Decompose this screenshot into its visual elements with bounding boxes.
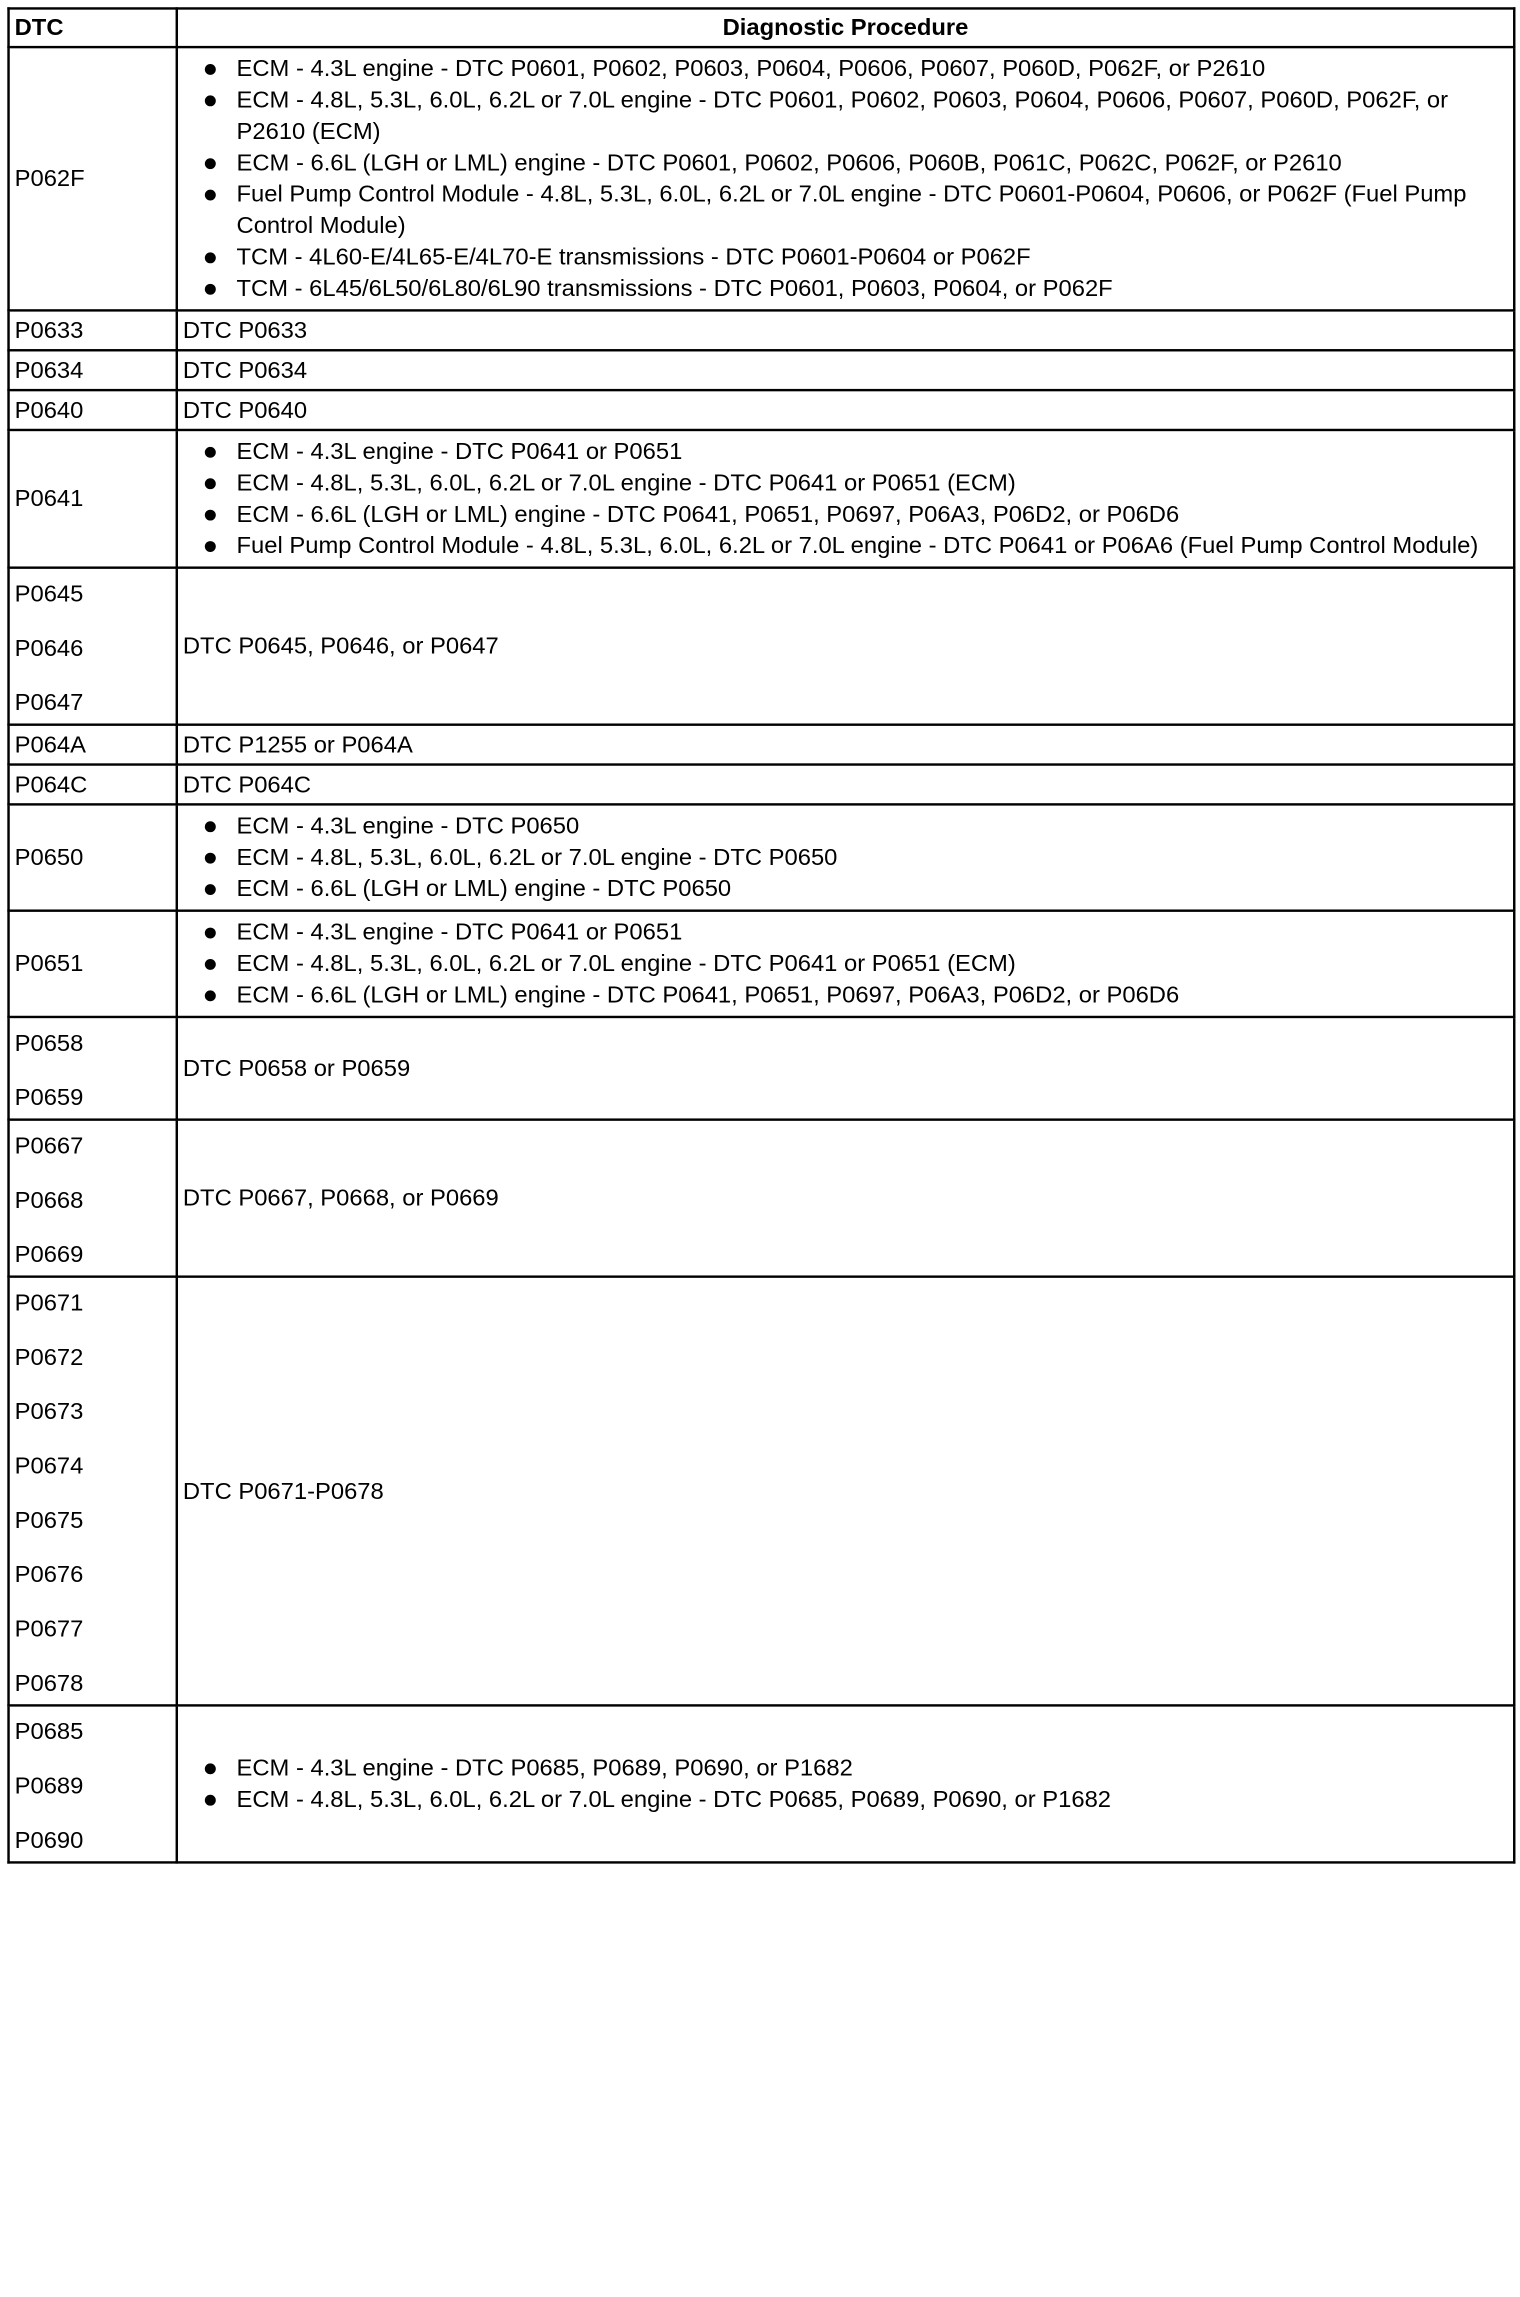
table-row — [9, 310, 1515, 350]
procedure-list — [183, 806, 1513, 910]
procedure-column-header: Diagnostic Procedure — [177, 8, 1514, 47]
procedure-link-text: DTC P0634 — [182, 356, 308, 384]
dtc-code: P0647 — [14, 689, 84, 717]
table-row — [9, 765, 1515, 805]
procedure-list — [183, 912, 1513, 1016]
dtc-cell — [9, 390, 177, 430]
dtc-cell — [9, 568, 177, 725]
procedure-list-item: ECM - 4.3L engine - DTC P0641 or P0651 — [237, 436, 1496, 467]
table-row — [9, 1277, 1515, 1706]
procedure-list-item: Fuel Pump Control Module - 4.8L, 5.3L, 6.0L, 6.2L or 7.0L engine - DTC P0601-P0604, P0606, or P062F (Fuel Pump Control Module) — [237, 179, 1496, 242]
dtc-code: P0645 — [14, 580, 84, 608]
procedure-list — [183, 1748, 1513, 1820]
procedure-cell — [177, 911, 1514, 1017]
procedure-link-text: DTC P0667, P0668, or P0669 — [182, 1184, 499, 1212]
procedure-list-item: ECM - 4.8L, 5.3L, 6.0L, 6.2L or 7.0L engine - DTC P0685, P0689, P0690, or P1682 — [237, 1784, 1496, 1815]
dtc-cell — [9, 1017, 177, 1120]
dtc-cell — [9, 765, 177, 805]
table-row — [9, 47, 1515, 310]
dtc-code: P0646 — [14, 635, 84, 662]
procedure-cell — [177, 47, 1514, 310]
procedure-cell — [177, 390, 1514, 430]
dtc-code: P064C — [14, 771, 88, 798]
procedure-cell — [177, 1120, 1514, 1277]
dtc-cell — [9, 47, 177, 310]
procedure-cell — [177, 1017, 1514, 1120]
dtc-code: P0650 — [14, 844, 84, 871]
dtc-code: P0668 — [14, 1187, 84, 1214]
procedure-list-item: ECM - 4.3L engine - DTC P0650 — [237, 810, 1496, 841]
dtc-cell — [9, 1277, 177, 1706]
procedure-list-item: ECM - 4.8L, 5.3L, 6.0L, 6.2L or 7.0L engine - DTC P0641 or P0651 (ECM) — [237, 948, 1496, 979]
dtc-code: P0659 — [14, 1084, 84, 1112]
table-row — [9, 804, 1515, 910]
table-row — [9, 911, 1515, 1017]
procedure-list-item: Fuel Pump Control Module - 4.8L, 5.3L, 6.0L, 6.2L or 7.0L engine - DTC P0641 or P06A6 (Fuel Pump Control Module) — [237, 530, 1496, 561]
dtc-cell — [9, 725, 177, 765]
procedure-link-text: DTC P0640 — [182, 396, 308, 424]
dtc-code: P0669 — [14, 1241, 84, 1269]
dtc-code: P064A — [14, 731, 87, 758]
dtc-code: P0673 — [14, 1398, 84, 1426]
procedure-link-text: DTC P0633 — [182, 317, 308, 344]
procedure-list-item: ECM - 4.8L, 5.3L, 6.0L, 6.2L or 7.0L engine - DTC P0641 or P0651 (ECM) — [237, 467, 1496, 498]
procedure-list-item: ECM - 4.3L engine - DTC P0601, P0602, P0603, P0604, P0606, P0607, P060D, P062F, or P2610 — [237, 53, 1496, 84]
dtc-table — [7, 7, 1515, 1863]
dtc-code: P0685 — [14, 1718, 84, 1746]
procedure-link-text: DTC P064C — [182, 771, 312, 798]
procedure-list-item: ECM - 6.6L (LGH or LML) engine - DTC P0641, P0651, P0697, P06A3, P06D2, or P06D6 — [237, 980, 1496, 1011]
dtc-code: P0640 — [14, 396, 84, 424]
dtc-cell — [9, 911, 177, 1017]
table-row — [9, 390, 1515, 430]
procedure-cell — [177, 1705, 1514, 1862]
procedure-cell — [177, 310, 1514, 350]
dtc-code: P0676 — [14, 1561, 84, 1589]
dtc-column-header: DTC — [9, 8, 177, 47]
procedure-cell — [177, 765, 1514, 805]
procedure-list — [183, 431, 1513, 566]
procedure-list-item: TCM - 6L45/6L50/6L80/6L90 transmissions - DTC P0601, P0603, P0604, or P062F — [237, 273, 1496, 304]
table-row — [9, 1017, 1515, 1120]
procedure-cell — [177, 804, 1514, 910]
procedure-list-item: ECM - 6.6L (LGH or LML) engine - DTC P0650 — [237, 873, 1496, 904]
dtc-code: P0678 — [14, 1670, 84, 1697]
procedure-cell — [177, 568, 1514, 725]
dtc-code: P0641 — [14, 485, 84, 513]
procedure-list-item: ECM - 6.6L (LGH or LML) engine - DTC P0601, P0602, P0606, P060B, P061C, P062C, P062F, or P2610 — [237, 147, 1496, 178]
dtc-code: P0651 — [14, 950, 84, 978]
procedure-list-item: ECM - 6.6L (LGH or LML) engine - DTC P0641, P0651, P0697, P06A3, P06D2, or P06D6 — [237, 499, 1496, 530]
dtc-code: P0690 — [14, 1827, 84, 1854]
procedure-link-text: DTC P0645, P0646, or P0647 — [182, 632, 499, 660]
procedure-list-item: TCM - 4L60-E/4L65-E/4L70-E transmissions - DTC P0601-P0604 or P062F — [237, 242, 1496, 273]
dtc-cell — [9, 430, 177, 568]
dtc-cell — [9, 1705, 177, 1862]
table-row — [9, 1705, 1515, 1862]
table-body — [9, 47, 1515, 1862]
dtc-code: P0677 — [14, 1616, 84, 1643]
dtc-cell — [9, 350, 177, 390]
dtc-code: P0689 — [14, 1773, 84, 1800]
dtc-code: P0671 — [14, 1289, 84, 1317]
dtc-cell — [9, 1120, 177, 1277]
dtc-code: P0658 — [14, 1030, 84, 1057]
procedure-list-item: ECM - 4.3L engine - DTC P0641 or P0651 — [237, 917, 1496, 948]
dtc-code: P0675 — [14, 1507, 84, 1534]
table-row — [9, 350, 1515, 390]
dtc-code: P0667 — [14, 1132, 84, 1160]
dtc-cell — [9, 310, 177, 350]
procedure-link-text: DTC P1255 or P064A — [182, 731, 413, 758]
table-row — [9, 430, 1515, 568]
table-row — [9, 568, 1515, 725]
procedure-link-text: DTC P0658 or P0659 — [182, 1055, 411, 1082]
table-row — [9, 1120, 1515, 1277]
dtc-code: P062F — [14, 165, 85, 193]
dtc-cell — [9, 804, 177, 910]
procedure-cell — [177, 350, 1514, 390]
dtc-code: P0674 — [14, 1452, 84, 1480]
table-row — [9, 725, 1515, 765]
dtc-code: P0633 — [14, 317, 84, 344]
dtc-code: P0634 — [14, 356, 84, 384]
procedure-cell — [177, 430, 1514, 568]
procedure-list-item: ECM - 4.8L, 5.3L, 6.0L, 6.2L or 7.0L engine - DTC P0601, P0602, P0603, P0604, P0606, P0607, P060D, P062F, or P2610 (ECM) — [237, 85, 1496, 148]
procedure-cell — [177, 725, 1514, 765]
table-header-row — [9, 8, 1515, 47]
procedure-list-item: ECM - 4.8L, 5.3L, 6.0L, 6.2L or 7.0L engine - DTC P0650 — [237, 842, 1496, 873]
procedure-link-text: DTC P0671-P0678 — [182, 1477, 384, 1505]
procedure-list-item: ECM - 4.3L engine - DTC P0685, P0689, P0690, or P1682 — [237, 1753, 1496, 1784]
procedure-list — [183, 48, 1513, 309]
procedure-cell — [177, 1277, 1514, 1706]
dtc-code: P0672 — [14, 1344, 84, 1371]
